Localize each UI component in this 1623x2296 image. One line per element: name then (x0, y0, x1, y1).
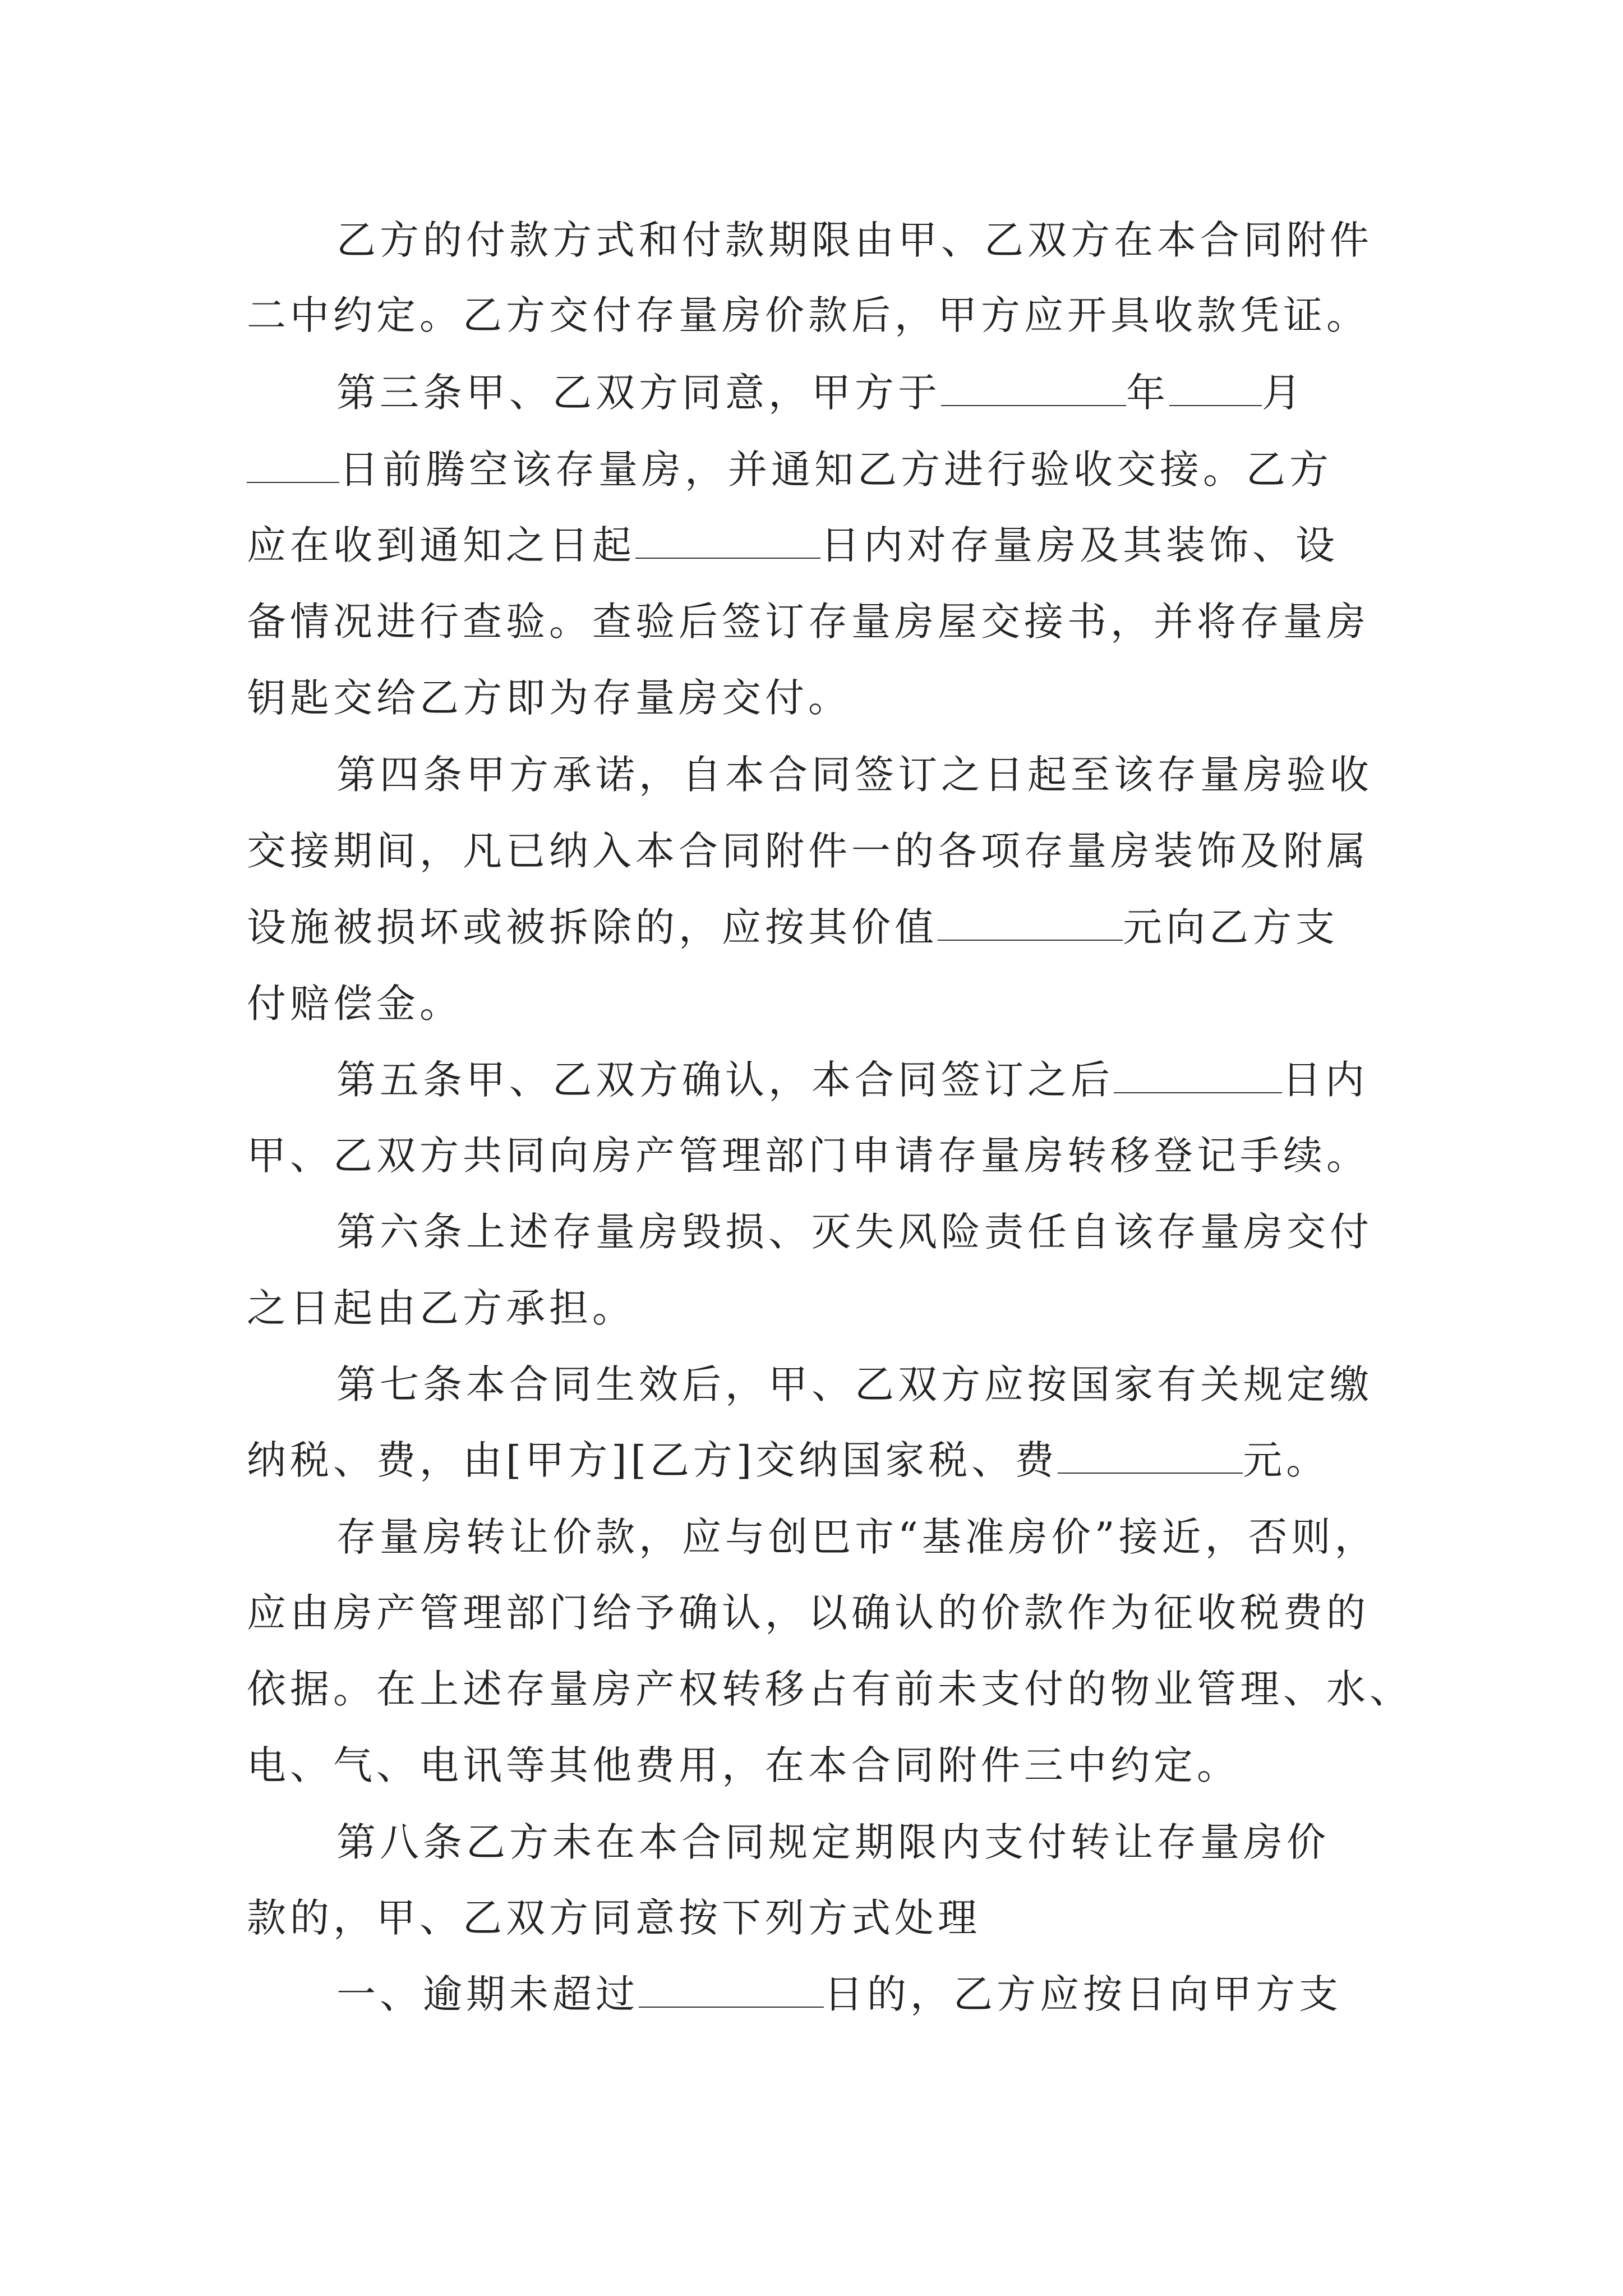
fill-in-blank (1114, 1056, 1282, 1093)
paragraph-line: 应由房产管理部门给予确认，以确认的价款作为征收税费的 (247, 1590, 1370, 1636)
paragraph-line: 第六条上述存量房毁损、灭失风险责任自该存量房交付 (336, 1209, 1373, 1255)
line-text: 设施被损坏或被拆除的，应按其价值 (247, 904, 938, 950)
line-text: 日前腾空该存量房，并通知乙方进行验收交接。乙方 (339, 447, 1332, 493)
line-text: 一、逾期未超过 (336, 1971, 639, 2017)
paragraph-line: 二中约定。乙方交付存量房价款后，甲方应开具收款凭证。 (247, 292, 1370, 338)
line-text: 年 (1126, 370, 1169, 416)
paragraph-line-with-blanks (247, 899, 1380, 955)
paragraph-line: 付赔偿金。 (247, 981, 463, 1027)
paragraph-line: 存量房转让价款，应与创巴市“基准房价”接近，否则， (336, 1514, 1378, 1560)
paragraph-line-with-blanks (247, 517, 1380, 573)
fill-in-blank (938, 904, 1123, 941)
line-text: 第三条甲、乙双方同意，甲方于 (336, 370, 941, 416)
paragraph-line-with-blanks (336, 365, 1380, 421)
fill-in-blank (1058, 1437, 1243, 1474)
fill-in-blank (941, 369, 1126, 406)
paragraph-line-with-blanks (247, 441, 1380, 498)
line-text: 元向乙方支 (1123, 904, 1339, 950)
fill-in-blank (639, 1971, 824, 2008)
paragraph-line-with-blanks (336, 1966, 1380, 2022)
line-text: 月 (1262, 370, 1305, 416)
paragraph-line: 交接期间，凡已纳入本合同附件一的各项存量房装饰及附属 (247, 828, 1370, 874)
paragraph-line: 依据。在上述存量房产权转移占有前未支付的物业管理、水、 (247, 1666, 1413, 1712)
line-text: 日内 (1282, 1057, 1368, 1103)
paragraph-line: 乙方的付款方式和付款期限由甲、乙双方在本合同附件 (336, 217, 1373, 263)
paragraph-line-with-blanks (336, 1052, 1380, 1108)
paragraph-line: 之日起由乙方承担。 (247, 1285, 635, 1331)
line-text: 日的，乙方应按日向甲方支 (824, 1971, 1342, 2017)
line-text: 应在收到通知之日起 (247, 522, 635, 568)
paragraph-line: 第七条本合同生效后，甲、乙双方应按国家有关规定缴 (336, 1361, 1373, 1407)
paragraph-line-with-blanks (247, 1432, 1380, 1488)
fill-in-blank (247, 446, 339, 483)
paragraph-line: 第四条甲方承诺，自本合同签订之日起至该存量房验收 (336, 752, 1373, 798)
line-text: 第五条甲、乙双方确认，本合同签订之后 (336, 1057, 1114, 1103)
fill-in-blank (1169, 369, 1262, 406)
paragraph-line: 甲、乙双方共同向房产管理部门申请存量房转移登记手续。 (247, 1133, 1370, 1179)
paragraph-line: 款的，甲、乙双方同意按下列方式处理 (247, 1895, 981, 1941)
line-text: 纳税、费，由[甲方][乙方]交纳国家税、费 (247, 1437, 1058, 1483)
line-text: 日内对存量房及其装饰、设 (820, 522, 1339, 568)
paragraph-line: 钥匙交给乙方即为存量房交付。 (247, 675, 851, 721)
paragraph-line: 备情况进行查验。查验后签订存量房屋交接书，并将存量房 (247, 599, 1370, 645)
line-text: 元。 (1243, 1437, 1330, 1483)
paragraph-line: 电、气、电讯等其他费用，在本合同附件三中约定。 (247, 1742, 1240, 1788)
paragraph-line: 第八条乙方未在本合同规定期限内支付转让存量房价 (336, 1819, 1330, 1865)
fill-in-blank (635, 522, 820, 559)
